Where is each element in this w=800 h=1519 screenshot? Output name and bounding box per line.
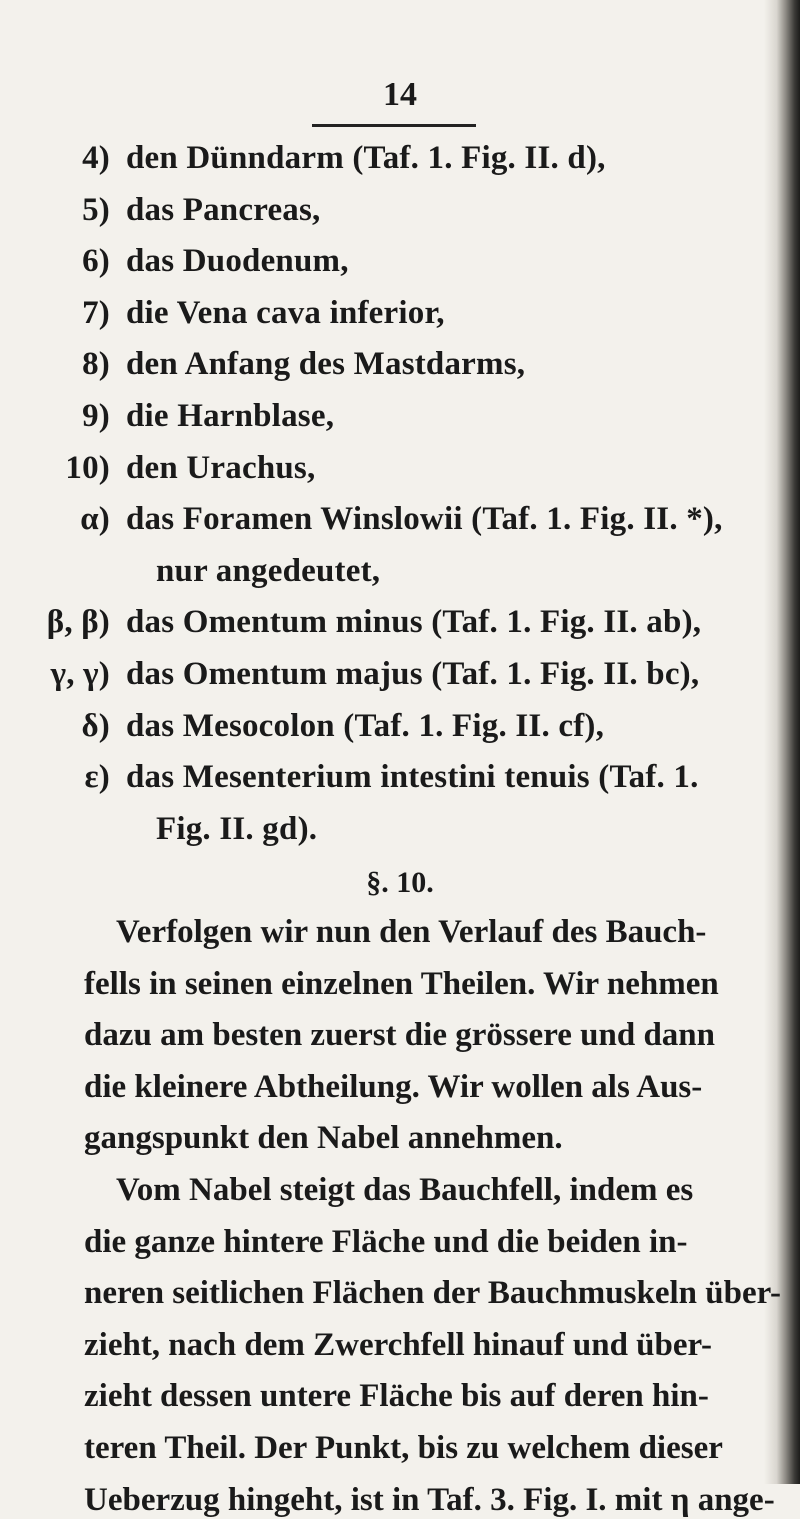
paragraph-line: Verfolgen wir nun den Verlauf des Bauch- xyxy=(116,914,707,950)
paragraph-line: die kleinere Abtheilung. Wir wollen als Aus- xyxy=(84,1068,703,1105)
list-item-text: Fig. II. gd). xyxy=(156,810,318,847)
list-item-text: den Anfang des Mastdarms, xyxy=(126,346,526,383)
page-number: 14 xyxy=(383,76,417,113)
list-item-number: 4) xyxy=(82,140,110,176)
list-item-text: nur angedeutet, xyxy=(156,552,381,589)
list-item-text: das Omentum minus (Taf. 1. Fig. II. ab), xyxy=(126,604,702,641)
list-item-number: β, β) xyxy=(46,604,110,641)
list-item-text: das Duodenum, xyxy=(126,243,349,280)
list-item-number: δ) xyxy=(81,707,110,744)
list-item-text: den Urachus, xyxy=(126,449,316,486)
paragraph-line: fells in seinen einzelnen Theilen. Wir nehmen xyxy=(84,965,719,1002)
list-item-text: das Pancreas, xyxy=(126,191,321,228)
paragraph-line: zieht dessen untere Fläche bis auf deren hin- xyxy=(84,1378,709,1415)
list-item-number: 10) xyxy=(65,449,110,486)
list-item-number: 8) xyxy=(82,346,110,383)
list-item-number: ε) xyxy=(84,759,110,796)
paragraph-line: Ueberzug hingeht, ist in Taf. 3. Fig. I. mit η ange- xyxy=(84,1481,775,1518)
paragraph-line: neren seitlichen Flächen der Bauchmuskeln über- xyxy=(84,1275,781,1312)
list-item-number: α) xyxy=(80,501,110,538)
paragraph-line: dazu am besten zuerst die grössere und dann xyxy=(84,1017,716,1054)
list-item-text: den Dünndarm (Taf. 1. Fig. II. d), xyxy=(126,140,606,176)
list-item-number: 9) xyxy=(82,398,110,434)
list-item-number: 5) xyxy=(82,191,110,228)
page-edge-shadow xyxy=(764,0,800,1484)
section-heading: §. 10. xyxy=(366,866,434,900)
list-item-text: das Omentum majus (Taf. 1. Fig. II. bc), xyxy=(126,656,700,692)
paragraph-line: gangspunkt den Nabel annehmen. xyxy=(84,1120,563,1157)
header-rule xyxy=(312,124,476,127)
list-item-number: γ, γ) xyxy=(50,656,110,692)
list-item-text: das Mesenterium intestini tenuis (Taf. 1. xyxy=(126,759,699,796)
list-item-text: das Mesocolon (Taf. 1. Fig. II. cf), xyxy=(126,707,605,744)
list-item-text: die Harnblase, xyxy=(126,398,335,434)
paragraph-line: die ganze hintere Fläche und die beiden in- xyxy=(84,1223,688,1260)
paragraph-line: zieht, nach dem Zwerchfell hinauf und über- xyxy=(84,1326,712,1363)
list-item-text: das Foramen Winslowii (Taf. 1. Fig. II. *), xyxy=(126,501,723,538)
paragraph-line: teren Theil. Der Punkt, bis zu welchem dieser xyxy=(84,1430,723,1466)
paragraph-line: Vom Nabel steigt das Bauchfell, indem es xyxy=(116,1172,694,1208)
list-item-text: die Vena cava inferior, xyxy=(126,294,445,331)
list-item-number: 6) xyxy=(82,243,110,280)
list-item-number: 7) xyxy=(82,294,110,331)
